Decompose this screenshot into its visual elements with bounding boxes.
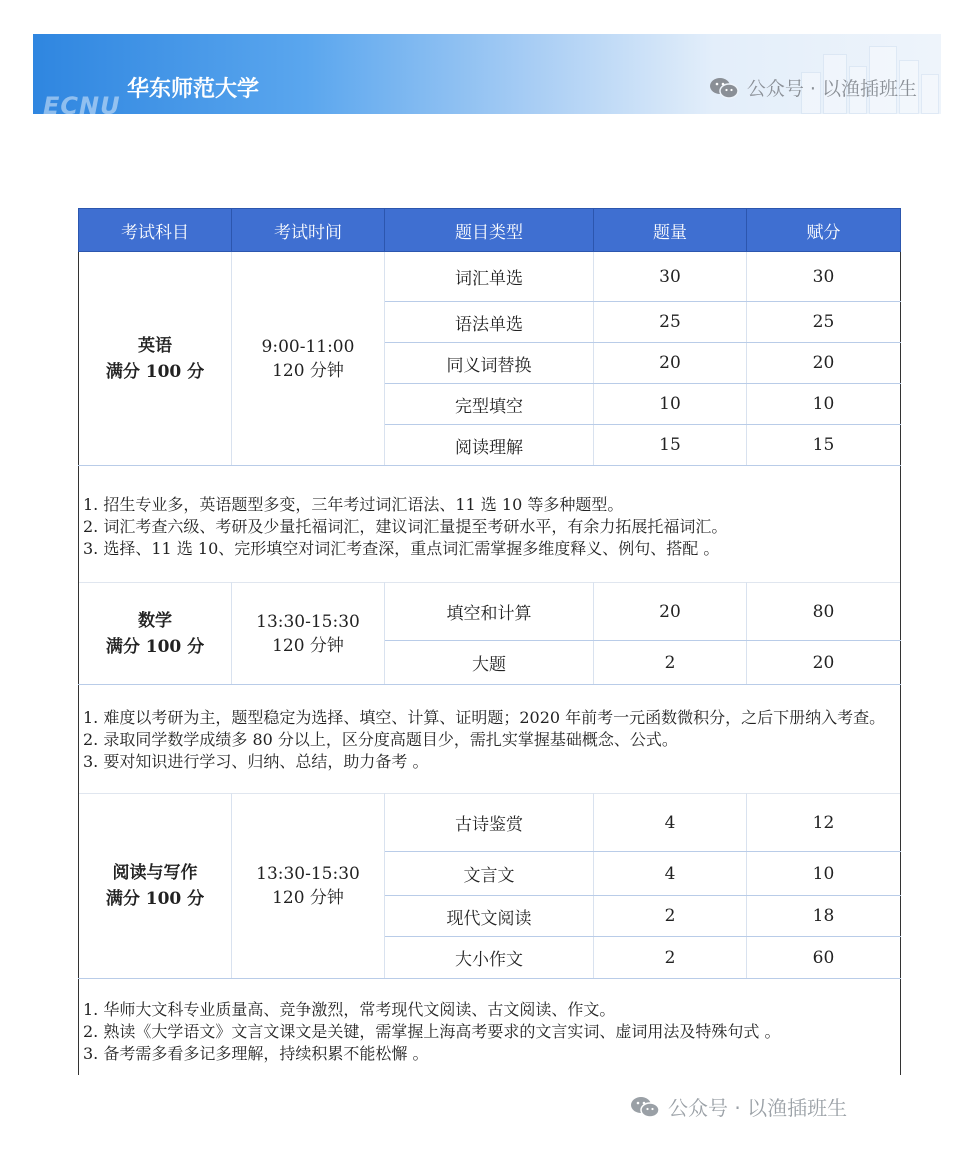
table-row	[79, 794, 901, 852]
full-score: 满分 100 分	[105, 361, 205, 382]
question-score: 18	[747, 896, 901, 937]
footer-watermark-text: 公众号 · 以渔插班生	[668, 1096, 848, 1120]
note-line: 2. 词汇考查六级、考研及少量托福词汇，建议词汇量提至考研水平，有余力拓展托福词汇。	[83, 517, 728, 536]
question-type: 语法单选	[385, 302, 594, 343]
note-line: 3. 要对知识进行学习、归纳、总结，助力备考 。	[83, 752, 429, 771]
question-count: 30	[594, 252, 747, 302]
question-count: 2	[594, 896, 747, 937]
question-type: 大题	[385, 641, 594, 685]
notes-cell	[79, 685, 901, 794]
note-line: 1. 招生专业多，英语题型多变，三年考过词汇语法、11 选 10 等多种题型。	[83, 495, 624, 514]
question-count: 4	[594, 794, 747, 852]
question-score: 80	[747, 583, 901, 641]
header-banner	[33, 34, 941, 114]
header-count: 题量	[594, 209, 747, 252]
question-type: 现代文阅读	[385, 896, 594, 937]
exam-duration: 120 分钟	[272, 635, 344, 656]
question-score: 15	[747, 425, 901, 466]
question-count: 25	[594, 302, 747, 343]
exam-time: 9:00-11:00	[261, 336, 355, 357]
footer-watermark	[630, 1092, 847, 1121]
question-count: 20	[594, 583, 747, 641]
subject-cell	[79, 794, 232, 979]
subject-cell	[79, 252, 232, 466]
university-name: 华东师范大学	[127, 77, 260, 102]
time-cell	[232, 252, 385, 466]
watermark	[709, 74, 917, 101]
wechat-icon	[630, 1096, 660, 1118]
exam-time: 13:30-15:30	[256, 864, 360, 884]
question-type: 古诗鉴赏	[385, 794, 594, 852]
note-line: 2. 录取同学数学成绩多 80 分以上，区分度高题目少，需扎实掌握基础概念、公式。	[83, 730, 678, 749]
notes-row	[79, 979, 901, 1076]
notes-row	[79, 685, 901, 794]
header-subject: 考试科目	[79, 209, 232, 252]
question-type: 词汇单选	[385, 252, 594, 302]
question-score: 20	[747, 343, 901, 384]
exam-duration: 120 分钟	[272, 888, 344, 908]
question-score: 20	[747, 641, 901, 685]
time-cell	[232, 583, 385, 685]
exam-time: 13:30-15:30	[256, 611, 360, 632]
question-count: 15	[594, 425, 747, 466]
note-line: 3. 选择、11 选 10、完形填空对词汇考查深，重点词汇需掌握多维度释义、例句、搭配 。	[83, 539, 720, 558]
subject-name: 英语	[138, 335, 172, 356]
time-cell	[232, 794, 385, 979]
question-score: 10	[747, 852, 901, 896]
question-type: 同义词替换	[385, 343, 594, 384]
notes-cell	[79, 466, 901, 583]
exam-table	[78, 208, 901, 1075]
notes-row	[79, 466, 901, 583]
question-type: 填空和计算	[385, 583, 594, 641]
note-line: 1. 难度以考研为主，题型稳定为选择、填空、计算、证明题；2020 年前考一元函数微积分，之后下册纳入考查。	[83, 708, 886, 727]
question-type: 完型填空	[385, 384, 594, 425]
question-score: 30	[747, 252, 901, 302]
subject-name: 数学	[138, 610, 172, 631]
note-line: 3. 备考需多看多记多理解，持续积累不能松懈 。	[83, 1044, 429, 1063]
subject-cell	[79, 583, 232, 685]
header-type: 题目类型	[385, 209, 594, 252]
question-score: 25	[747, 302, 901, 343]
question-count: 10	[594, 384, 747, 425]
table-row	[79, 252, 901, 302]
header-score: 赋分	[747, 209, 901, 252]
wechat-icon	[709, 77, 739, 99]
question-type: 大小作文	[385, 937, 594, 979]
header-time: 考试时间	[232, 209, 385, 252]
full-score: 满分 100 分	[105, 889, 205, 909]
question-score: 60	[747, 937, 901, 979]
watermark-text: 公众号 · 以渔插班生	[746, 78, 917, 100]
question-score: 12	[747, 794, 901, 852]
note-line: 2. 熟读《大学语文》文言文课文是关键，需掌握上海高考要求的文言实词、虚词用法及特殊句式 。	[83, 1022, 781, 1041]
table-header-row	[79, 209, 901, 252]
table-row	[79, 583, 901, 641]
notes-cell	[79, 979, 901, 1076]
question-count: 2	[594, 641, 747, 685]
full-score: 满分 100 分	[105, 636, 205, 657]
subject-name: 阅读与写作	[112, 863, 198, 883]
question-count: 2	[594, 937, 747, 979]
question-type: 文言文	[385, 852, 594, 896]
exam-duration: 120 分钟	[272, 360, 344, 381]
note-line: 1. 华师大文科专业质量高、竞争激烈，常考现代文阅读、古文阅读、作文。	[83, 1000, 616, 1019]
question-count: 20	[594, 343, 747, 384]
ecnu-logo-text: ECNU	[43, 92, 121, 114]
question-score: 10	[747, 384, 901, 425]
question-count: 4	[594, 852, 747, 896]
question-type: 阅读理解	[385, 425, 594, 466]
